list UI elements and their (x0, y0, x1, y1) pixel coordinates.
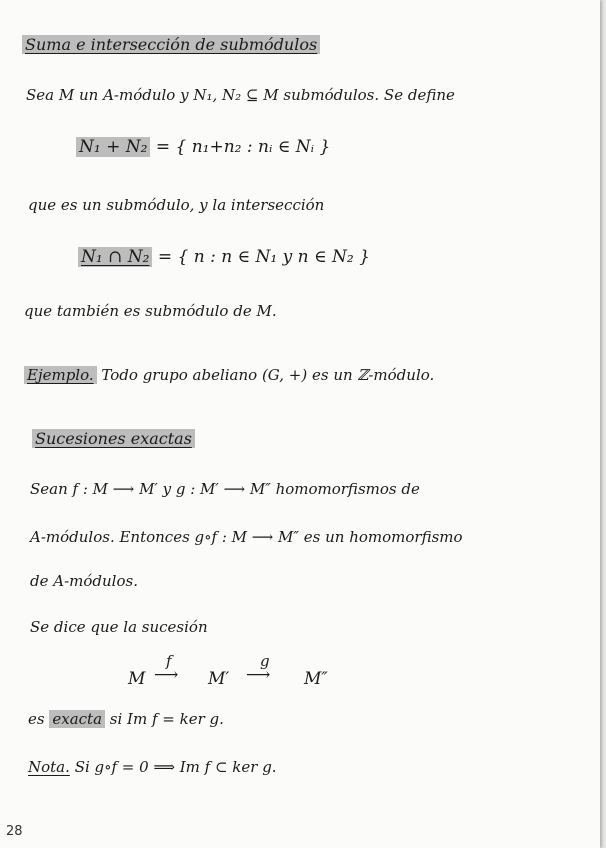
exacta-rest: si Im f = ker g. (109, 710, 224, 728)
example-line (24, 364, 434, 386)
sequence-label-g: g (260, 652, 270, 670)
example-text: Todo grupo abeliano (G, +) es un ℤ-módulo. (101, 366, 435, 384)
definition-line: Sea M un A-módulo y N₁, N₂ ⊆ M submódulos. Se define (26, 86, 455, 104)
nota-line (28, 756, 277, 778)
exact-sequence (128, 652, 368, 696)
sum-formula-rhs: = { n₁+n₂ : nᵢ ∈ Nᵢ } (155, 137, 331, 157)
arrow-f: ⟶ (154, 665, 179, 685)
intersection-formula (78, 246, 370, 268)
section-heading-sucesiones: Sucesiones exactas (32, 428, 195, 450)
sequence-m-double-prime: M″ (304, 669, 328, 689)
intersection-formula-rhs: = { n : n ∈ N₁ y n ∈ N₂ } (157, 247, 370, 267)
sequence-m: M (128, 669, 146, 689)
also-submodule-line: que también es submódulo de M. (24, 302, 277, 320)
nota-text: Si g∘f = 0 ⟹ Im f ⊂ ker g. (74, 758, 277, 776)
section-heading-suma: Suma e intersección de submódulos (22, 34, 320, 56)
sequence-label-f: f (166, 652, 172, 670)
sum-formula-lhs: N₁ + N₂ (76, 137, 150, 157)
intersection-formula-lhs: N₁ ∩ N₂ (78, 247, 152, 267)
page-number: 28 (6, 824, 23, 839)
nota-label: Nota. (28, 758, 70, 776)
exacta-prefix: es (28, 710, 45, 728)
se-dice-line: Se dice que la sucesión (30, 618, 208, 636)
exacta-line (28, 708, 224, 730)
exacta-word: exacta (49, 710, 105, 728)
homomorphisms-line: Sean f : M ⟶ M′ y g : M′ ⟶ M″ homomorfismos de (30, 480, 420, 498)
sum-formula (76, 136, 330, 158)
example-label: Ejemplo. (24, 366, 97, 384)
sequence-m-prime: M′ (208, 669, 230, 689)
composition-line: A-módulos. Entonces g∘f : M ⟶ M″ es un homomorfismo (30, 528, 463, 546)
arrow-g: ⟶ (246, 665, 271, 685)
submodule-line: que es un submódulo, y la intersección (28, 196, 325, 214)
a-modules-line: de A-módulos. (30, 572, 138, 590)
